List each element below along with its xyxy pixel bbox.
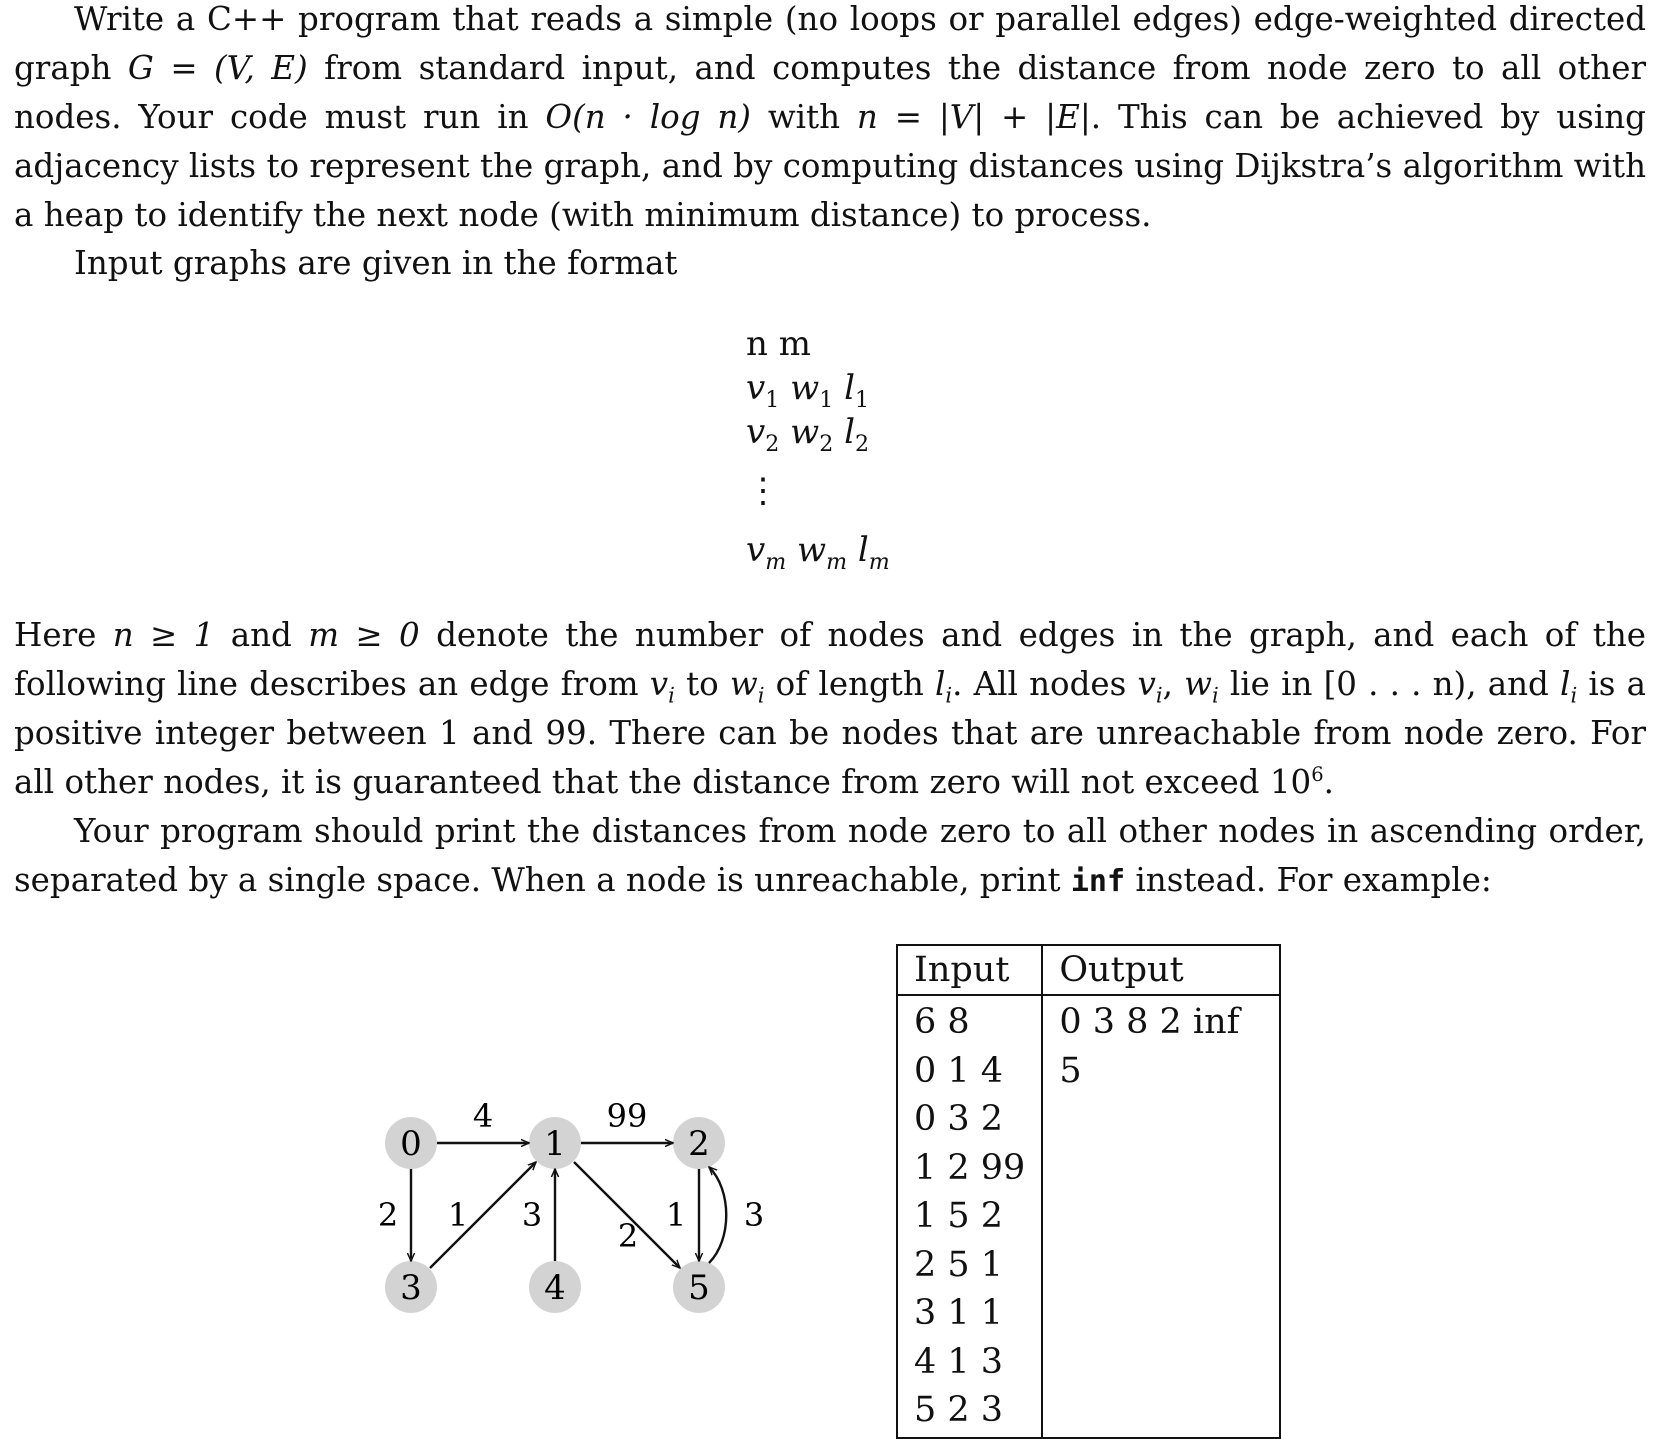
weight-1-2: 99 — [606, 1097, 648, 1135]
constraints-text-h: , and — [1466, 665, 1561, 703]
input-line: 2 5 1 — [914, 1244, 1004, 1285]
intro-text-a: Write a C++ program that reads a simple (no loops or parallel edges) edge-weighted directed graph — [14, 0, 1646, 87]
weight-5-2: 3 — [743, 1196, 765, 1234]
constraints-text-d: to — [674, 665, 730, 703]
format-ellipsis: ⋮ — [746, 471, 780, 511]
format-intro-text: Input graphs are given in the format — [74, 244, 678, 282]
input-line: 3 1 1 — [914, 1293, 1004, 1333]
constraints-text-b: and — [214, 616, 309, 654]
constraints-text-c: denote the number of nodes and edges in the graph, and each of the following line describes an edge from — [14, 616, 1646, 703]
input-line: 6 8 — [914, 1002, 970, 1042]
output-header: Output — [1042, 945, 1280, 995]
table-body-row — [897, 995, 1280, 1438]
format-line-1: $v_1$ $w_1$ $l_1$ — [746, 368, 870, 413]
input-header: Input — [897, 945, 1042, 995]
output-paragraph — [14, 807, 1646, 906]
constraints-text-a: Here — [14, 616, 113, 654]
inf-code: inf — [1070, 864, 1126, 899]
m-constraint: m ≥ 0 — [308, 616, 420, 654]
complexity-expression: O(n · log n) — [545, 98, 751, 136]
exponent: 6 — [1311, 763, 1324, 787]
edge-3-1 — [430, 1162, 536, 1268]
node-2-label: 2 — [688, 1124, 710, 1164]
n-definition: n = |V| + |E| — [856, 98, 1091, 136]
weight-0-1: 4 — [472, 1097, 494, 1135]
node-range: [0 . . . n) — [1323, 665, 1467, 703]
weight-3-1: 1 — [447, 1196, 469, 1234]
node-3-label: 3 — [400, 1268, 422, 1308]
input-line: 0 3 2 — [914, 1099, 1004, 1139]
constraints-text-f: . All nodes — [952, 665, 1138, 703]
constraints-paragraph: Here n ≥ 1 and m ≥ 0 denote the number of nodes and edges in the graph, and each of the following line describes an edge from $v_i$ to $w_i$ of length $l_i$. All nodes $v_i$, $w_i$ lie in [0 . . . n), and $l_i$ is a positive integer between 1 and 99. There can be nodes that are unreachable from node zero. For all other nodes, it is guaranteed that the distance from zero will not exceed $10^6$. — [14, 616, 1647, 801]
weight-1-5: 2 — [617, 1217, 639, 1255]
example-io-table — [896, 944, 1281, 1439]
input-line: 5 2 3 — [914, 1390, 1004, 1430]
constraints-text-i: is a positive integer between 1 and 99. There can be nodes that are unreachable from node zero. For all other nodes, it is guaranteed that the distance from zero will not exceed 10 — [14, 665, 1647, 801]
input-line: 0 1 4 — [914, 1050, 1004, 1091]
output-cell: 0 3 8 2 inf 5 — [1042, 995, 1280, 1438]
graph-definition: G = (V, E) — [127, 49, 308, 87]
node-1-label: 1 — [544, 1124, 566, 1164]
table-header-row — [897, 945, 1280, 995]
input-cell — [897, 995, 1042, 1438]
format-line-m: $v_m$ $w_m$ $l_m$ — [746, 530, 890, 575]
intro-text-c: with — [750, 98, 857, 136]
weight-4-1: 3 — [521, 1196, 543, 1234]
output-text-a: Your program should print the distances from node zero to all other nodes in ascending order, separated by a single space. When a node is unreachable, print — [14, 812, 1646, 899]
weight-0-3: 2 — [377, 1196, 399, 1234]
output-text-b: instead. For example: — [1125, 861, 1492, 899]
input-line: 1 2 99 — [914, 1147, 1026, 1188]
constraints-text-e: of length — [764, 665, 935, 703]
node-5-label: 5 — [688, 1268, 710, 1308]
format-intro — [14, 239, 1646, 288]
weight-2-5: 1 — [665, 1196, 687, 1234]
node-0-label: 0 — [400, 1124, 422, 1164]
node-4-label: 4 — [544, 1268, 566, 1308]
input-line: 4 1 3 — [914, 1341, 1004, 1382]
intro-paragraph — [14, 0, 1646, 240]
format-header: n m — [746, 324, 811, 364]
intro-text-d: . This can be achieved by using adjacency lists to represent the graph, and by computing distances using Dijkstra’s algorithm with a heap to identify the next node (with minimum distance) to process. — [14, 98, 1646, 234]
intro-text-b: from standard input, and computes the distance from node zero to all other nodes. Your code must run in — [14, 49, 1646, 136]
input-format-block — [746, 322, 890, 575]
format-line-2: $v_2$ $w_2$ $l_2$ — [746, 412, 870, 457]
edge-5-2 — [709, 1167, 726, 1263]
constraints-text-g: lie in — [1218, 665, 1324, 703]
n-constraint: n ≥ 1 — [112, 616, 215, 654]
constraints-text-j: . — [1323, 763, 1334, 801]
example-graph — [370, 1090, 770, 1320]
input-line: 1 5 2 — [914, 1196, 1004, 1236]
